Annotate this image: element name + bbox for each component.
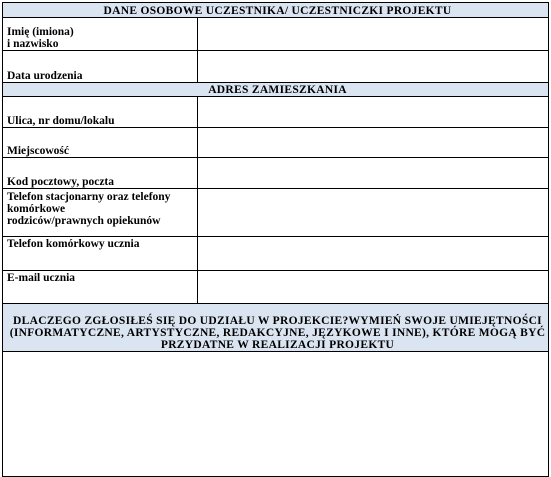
city-label: Miejscowość [3, 128, 198, 158]
email-field[interactable] [198, 271, 549, 304]
participant-form-table [2, 2, 549, 477]
parent-phone-row [3, 189, 549, 237]
personal-data-header-row [3, 3, 549, 18]
parent-phone-label: Telefon stacjonarny oraz telefony komórkowe rodziców/prawnych opiekunów [3, 189, 198, 237]
city-field[interactable] [198, 128, 549, 158]
parent-phone-field[interactable] [198, 189, 549, 237]
postal-row [3, 158, 549, 189]
name-label: Imię (imiona) i nazwisko [3, 18, 198, 51]
street-row [3, 97, 549, 128]
birthdate-field[interactable] [198, 51, 549, 83]
birthdate-label: Data urodzenia [3, 51, 198, 83]
address-header-row [3, 83, 549, 97]
motivation-answer-field[interactable] [3, 352, 549, 477]
student-phone-row [3, 237, 549, 271]
street-field[interactable] [198, 97, 549, 128]
name-row [3, 18, 549, 51]
postal-field[interactable] [198, 158, 549, 189]
address-header: ADRES ZAMIESZKANIA [3, 83, 549, 97]
postal-label: Kod pocztowy, poczta [3, 158, 198, 189]
street-label: Ulica, nr domu/lokalu [3, 97, 198, 128]
email-label: E-mail ucznia [3, 271, 198, 304]
answer-row [3, 352, 549, 477]
personal-data-header: DANE OSOBOWE UCZESTNIKA/ UCZESTNICZKI PROJEKTU [3, 3, 549, 18]
motivation-question: DLACZEGO ZGŁOSIŁEŚ SIĘ DO UDZIAŁU W PROJEKCIE?WYMIEŃ SWOJE UMIEJĘTNOŚCI (INFORMATYCZNE, ARTYSTYCZNE, REDAKCYJNE, JĘZYKOWE I INNE), KTÓRE MOGĄ BYĆ PRZYDATNE W REALIZACJI PROJEKTU [3, 304, 549, 352]
city-row [3, 128, 549, 158]
birthdate-row [3, 51, 549, 83]
email-row [3, 271, 549, 304]
student-phone-field[interactable] [198, 237, 549, 271]
student-phone-label: Telefon komórkowy ucznia [3, 237, 198, 271]
question-header-row [3, 304, 549, 352]
name-field[interactable] [198, 18, 549, 51]
